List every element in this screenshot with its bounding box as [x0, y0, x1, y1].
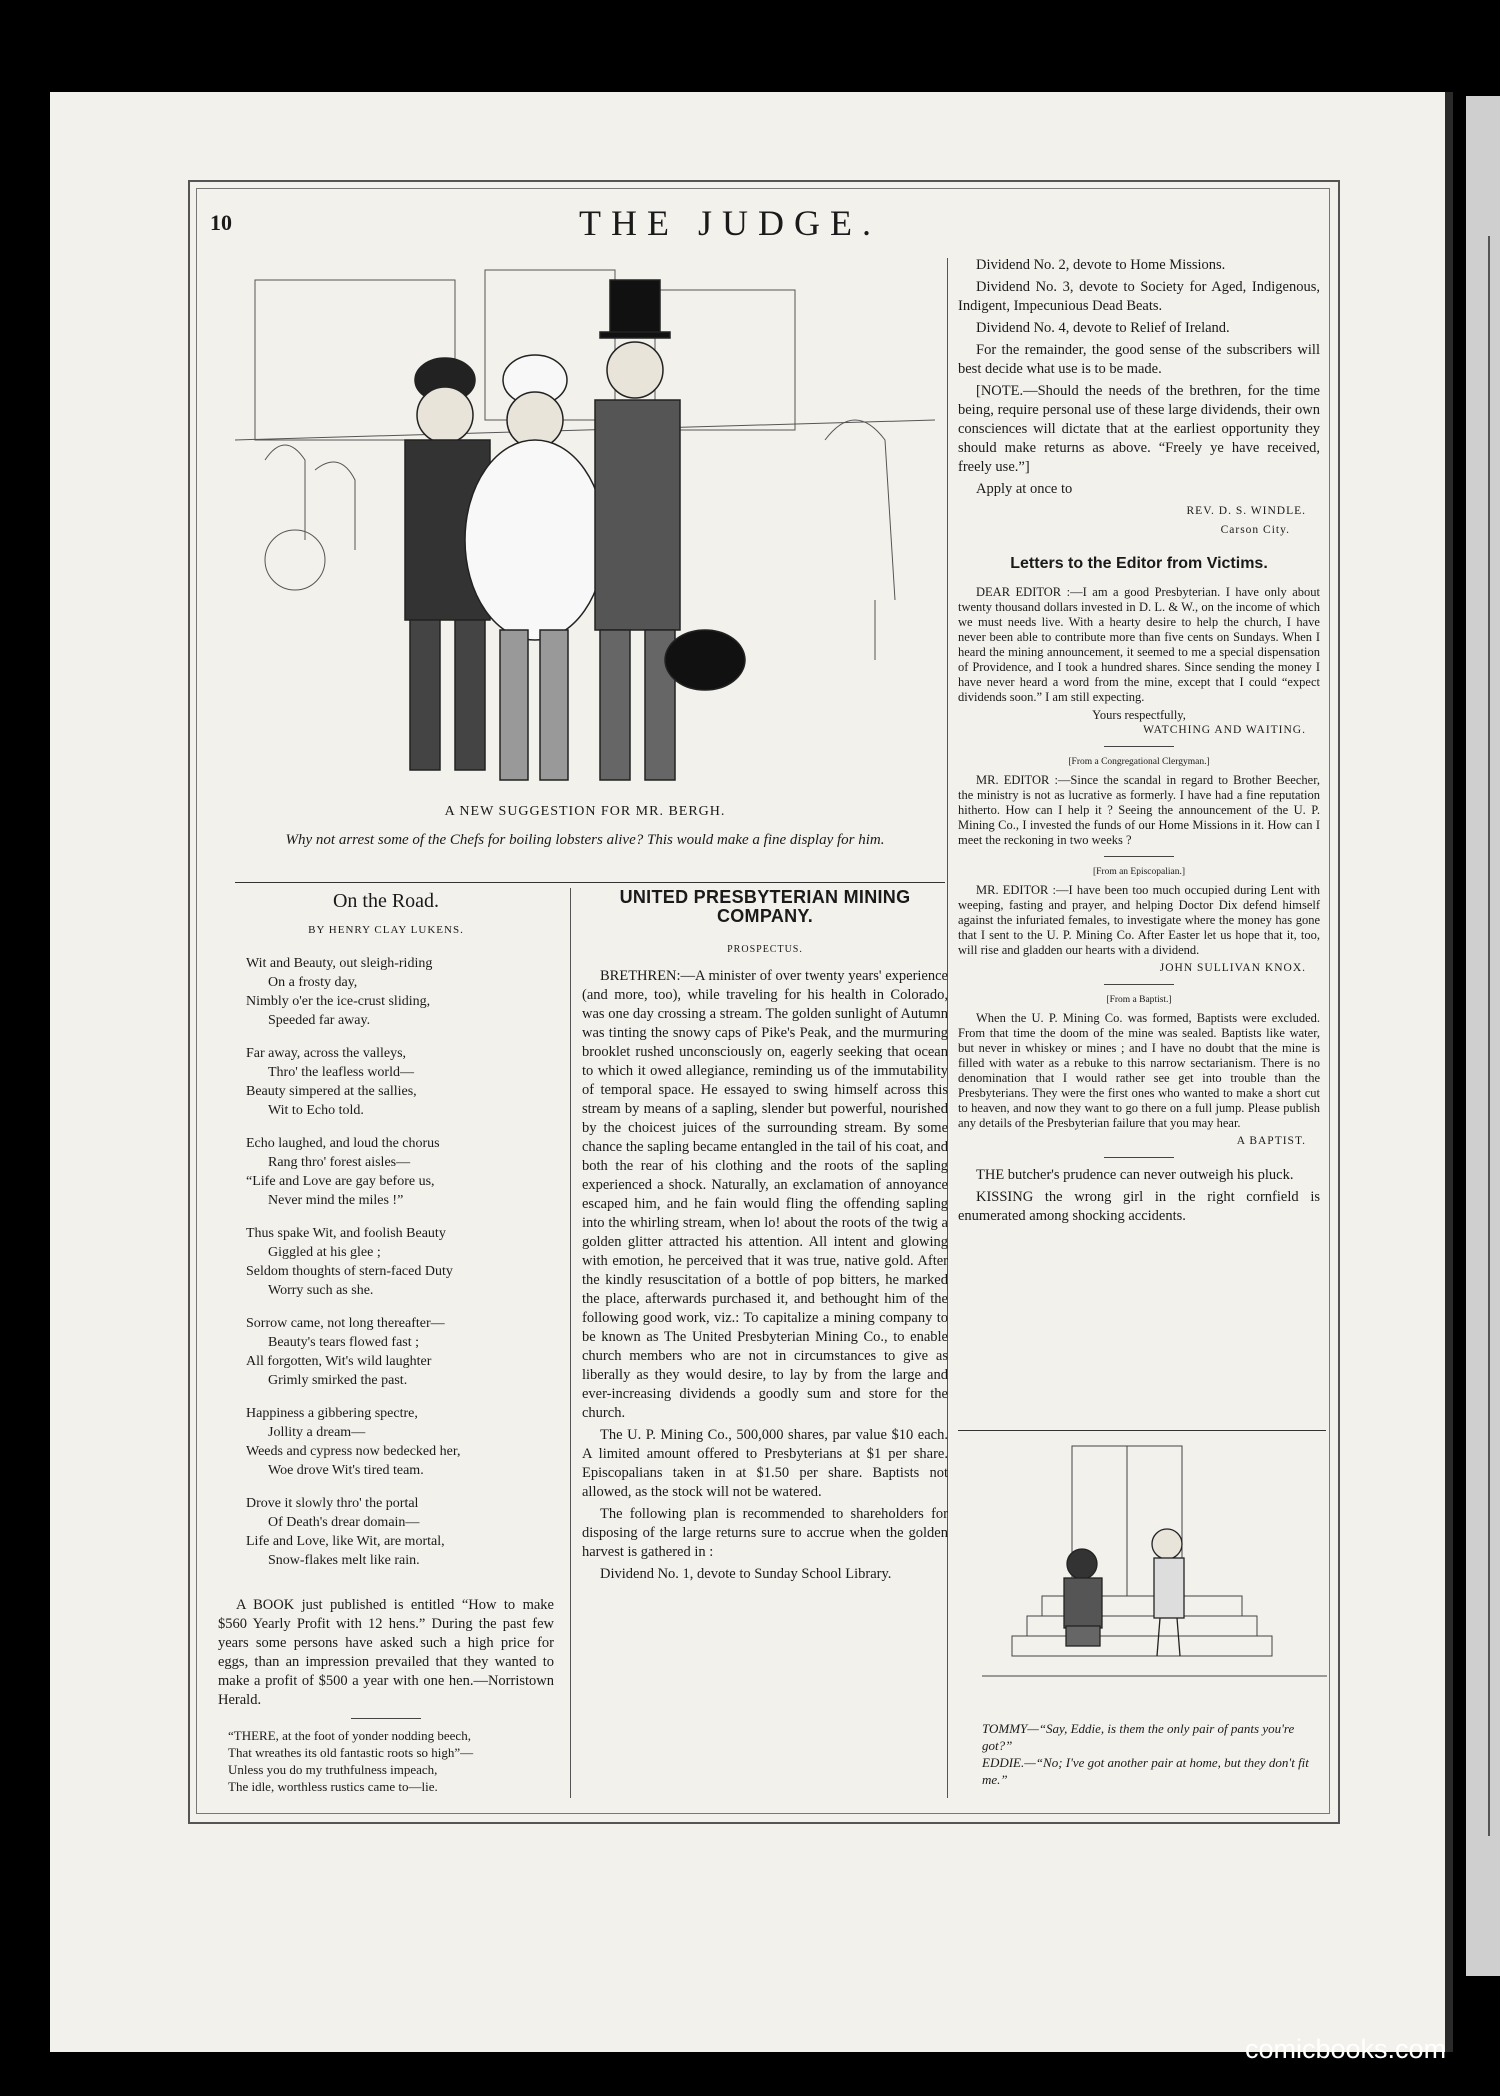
poem-line: “Life and Love are gay before us, — [246, 1174, 435, 1189]
poem-line: Echo laughed, and loud the chorus — [246, 1136, 440, 1151]
right-column — [958, 256, 1320, 1229]
mining-note: [NOTE.—Should the needs of the brethren, for the time being, require personal use of these large dividends, their own consciences will dictate that at the earliest opportunity they should make returns as above. “Freely ye have received, freely use.”] — [958, 383, 1320, 475]
mining-headline: UNITED PRESBYTERIAN MINING COMPANY. — [619, 887, 911, 926]
mining-apply: Apply at once to — [976, 481, 1073, 497]
poem-title: On the Road. — [332, 890, 440, 912]
dividend-item: Dividend No. 4, devote to Relief of Ireland. — [976, 320, 1230, 336]
dividend-item: Dividend No. 3, devote to Society for Aged, Indigenous, Indigent, Impecunious Dead Beats. — [958, 279, 1320, 314]
letter: DEAR EDITOR :—I am a good Presbyterian. I have only about twenty thousand dollars invested in D. L. & W., on the income of which we must needs live. With a hearty desire to help the church, I have never been able to contribute more than five cents on Sundays. When I heard the mining announcement, it seemed to me a special dispensation of Providence, and I took a hundred shares. Since sending the money I have never heard a word from the mine, except that I could “expect dividends soon.” I am still expecting. — [958, 585, 1320, 704]
dividend-item: Dividend No. 2, devote to Home Missions. — [976, 257, 1226, 273]
poem-line: Wit and Beauty, out sleigh-riding — [246, 956, 433, 971]
stanza — [246, 1494, 554, 1570]
letter-signature: WATCHING AND WAITING. — [1143, 724, 1306, 736]
poem-line: Never mind the miles !” — [268, 1193, 404, 1208]
letter-signature: JOHN SULLIVAN KNOX. — [1159, 962, 1306, 974]
illustration-caption-text: Why not arrest some of the Chefs for boiling lobsters alive? This would make a fine display for him. — [285, 832, 885, 848]
poem-line: Wit to Echo told. — [268, 1103, 364, 1118]
illustration-caption-title: A NEW SUGGESTION FOR MR. BERGH. — [444, 804, 726, 819]
poem-line: Jollity a dream— — [268, 1425, 366, 1440]
mining-paragraph: The U. P. Mining Co., 500,000 shares, par value $10 each. A limited amount offered to Presbyterians at $1 per share. Episcopalians taken in at $1.50 per share. Baptists not allowed, as the stock will not be watered. — [582, 1427, 948, 1500]
poem-line: Speeded far away. — [268, 1013, 371, 1028]
poem-column — [218, 892, 554, 1795]
book-item: A BOOK just published is entitled “How to make $560 Yearly Profit with 12 hens.” During the past few years some persons have asked such a high price for eggs, than an impression prevailed that they wanted to make a profit of $500 a year with one hen.—Norristown Herald. — [218, 1597, 554, 1708]
caption-line: TOMMY—“Say, Eddie, is them the only pair of pants you're got?” — [982, 1721, 1295, 1753]
mining-subhead: PROSPECTUS. — [727, 944, 803, 955]
cartoon-divider — [958, 1430, 1326, 1431]
poem-line: Beauty's tears flowed fast ; — [268, 1335, 420, 1350]
mining-paragraph: BRETHREN:—A minister of over twenty years' experience (and more, too), while traveling for his health in Colorado, was one day crossing a stream. The golden sunlight of Autumn was tinting the snowy caps of Pike's Peak, and the murmuring brooklet rushed unconsciously on, eagerly seeking that ocean to which it owed allegiance, reminding us of the immutability of temporal space. He essayed to swing himself across this stream by means of a sapling, slender but powerful, nourished by the choicest juices of the surrounding stream. By some chance the sapling became entangled in the tail of his coat, and both the rear of his clothing and the roots of the sapling experienced a shock. Naturally, an exclamation of annoyance escaped him, and he fain would fling the offending sapling into the whirling stream, when lo! about the roots of the twig a golden glitter attracted his attention. All intent and glowing with emotion, he perceived that it was true, native gold. After the kindly resuscitation of a bottle of pop bitters, he marked the place, afterwards purchased it, and bethought him of the following good work, viz.: To capitalize a mining company to be known as The United Presbyterian Mining Co., to enable church members who are not in circumstances to give as liberally as they would desire, to lay by from the large and ever-increasing dividends a goodly sum and store for the church. — [582, 968, 948, 1421]
stanza — [246, 1044, 554, 1120]
letter-source: [From a Baptist.] — [1106, 995, 1172, 1005]
column-divider-left — [570, 888, 571, 1798]
short-rule — [1104, 746, 1174, 747]
adjacent-page-strip — [1466, 96, 1500, 1976]
poem-byline: BY HENRY CLAY LUKENS. — [308, 924, 464, 936]
signature-place: Carson City. — [1220, 524, 1290, 536]
letter-source: [From a Congregational Clergyman.] — [1068, 757, 1210, 767]
poem-line: Beauty simpered at the sallies, — [246, 1084, 417, 1099]
quote-line: Unless you do my truthfulness impeach, — [228, 1762, 438, 1777]
poem-line: Sorrow came, not long thereafter— — [246, 1316, 445, 1331]
poem-line: Thro' the leafless world— — [268, 1065, 414, 1080]
mining-remainder: For the remainder, the good sense of the subscribers will best decide what use is to be made. — [958, 342, 1320, 377]
letter-close: Yours respectfully, — [1092, 708, 1186, 722]
poem-line: Weeds and cypress now bedecked her, — [246, 1444, 461, 1459]
stanza — [246, 1404, 554, 1480]
mining-paragraph: The following plan is recommended to shareholders for disposing of the large returns sure to accrue when the golden harvest is gathered in : — [582, 1506, 948, 1560]
poem-line: Woe drove Wit's tired team. — [268, 1463, 424, 1478]
letter-source: [From an Episcopalian.] — [1092, 867, 1186, 877]
section-divider — [235, 882, 945, 883]
short-rule — [1104, 856, 1174, 857]
letter: MR. EDITOR :—Since the scandal in regard to Brother Beecher, the ministry is not as lucrative as formerly. I have had a fine reputation hitherto. How can I help it ? Seeing the announcement of the U. P. Mining Co., I invested the funds of our Home Missions in it. How can I meet the reckoning in two weeks ? — [958, 773, 1320, 847]
short-rule — [351, 1718, 421, 1719]
caption-line: EDDIE.—“No; I've got another pair at home, but they don't fit me.” — [982, 1755, 1309, 1787]
poem-line: Worry such as she. — [268, 1283, 374, 1298]
poem-line: All forgotten, Wit's wild laughter — [246, 1354, 432, 1369]
letter: MR. EDITOR :—I have been too much occupied during Lent with weeping, fasting and prayer, and helping Doctor Dix defend himself against the infuriated females, to investigate where the money has gone that I sent to the U. P. Mining Co. After Easter let us hope that it, too, will rise and gladden our hearts with a dividend. — [958, 883, 1320, 957]
poem-line: Snow-flakes melt like rain. — [268, 1553, 420, 1568]
boys-cartoon — [982, 1436, 1327, 1706]
poem-line: Life and Love, like Wit, are mortal, — [246, 1534, 445, 1549]
stanza — [246, 1134, 554, 1210]
short-rule — [1104, 1157, 1174, 1158]
main-illustration — [235, 260, 935, 800]
page-number: 10 — [210, 210, 232, 235]
masthead: THE JUDGE. — [579, 203, 881, 243]
quote-line: “THERE, at the foot of yonder nodding beech, — [228, 1728, 471, 1743]
quote-line: That wreathes its old fantastic roots so high”— — [228, 1745, 474, 1760]
boys-cartoon-caption — [982, 1720, 1327, 1788]
stanza — [246, 1224, 554, 1300]
mining-paragraph: Dividend No. 1, devote to Sunday School Library. — [600, 1566, 892, 1582]
butcher-item: THE butcher's prudence can never outweigh his pluck. — [976, 1167, 1294, 1183]
poem-line: Giggled at his glee ; — [268, 1245, 381, 1260]
quote-line: The idle, worthless rustics came to—lie. — [228, 1779, 438, 1794]
mining-column — [582, 888, 948, 1587]
letter-signature: A BAPTIST. — [1236, 1135, 1306, 1147]
stanza — [246, 1314, 554, 1390]
poem-line: Of Death's drear domain— — [268, 1515, 420, 1530]
signature-name: REV. D. S. WINDLE. — [1186, 505, 1306, 517]
quote-verse — [228, 1727, 554, 1795]
short-rule — [1104, 984, 1174, 985]
poem-line: Seldom thoughts of stern-faced Duty — [246, 1264, 453, 1279]
poem-line: Nimbly o'er the ice-crust sliding, — [246, 994, 431, 1009]
poem-line: Rang thro' forest aisles— — [268, 1155, 411, 1170]
letter: When the U. P. Mining Co. was formed, Baptists were excluded. From that time the doom of the mine was sealed. Baptists like water, but never in whiskey or mines ; and I have no doubt that the mine is filled with water as a rebuke to this narrow sectarianism. There is no denomination that I would rather see get into trouble than the Presbyterians. They were the first ones who wanted to make a short cut to heaven, and now they want to go there on a full jump. Please publish any details of the Presbyterian failure that you may hear. — [958, 1011, 1320, 1130]
poem-line: Grimly smirked the past. — [268, 1373, 408, 1388]
poem-line: Thus spake Wit, and foolish Beauty — [246, 1226, 446, 1241]
page-edge — [1445, 92, 1453, 2052]
poem-line: On a frosty day, — [268, 975, 358, 990]
poem-line: Far away, across the valleys, — [246, 1046, 407, 1061]
poem-line: Happiness a gibbering spectre, — [246, 1406, 418, 1421]
poem-line: Drove it slowly thro' the portal — [246, 1496, 419, 1511]
stanza — [246, 954, 554, 1030]
letters-heading: Letters to the Editor from Victims. — [1010, 555, 1268, 572]
kissing-item: KISSING the wrong girl in the right cornfield is enumerated among shocking accidents. — [958, 1189, 1320, 1224]
watermark: comicbooks.com — [1245, 2034, 1447, 2064]
